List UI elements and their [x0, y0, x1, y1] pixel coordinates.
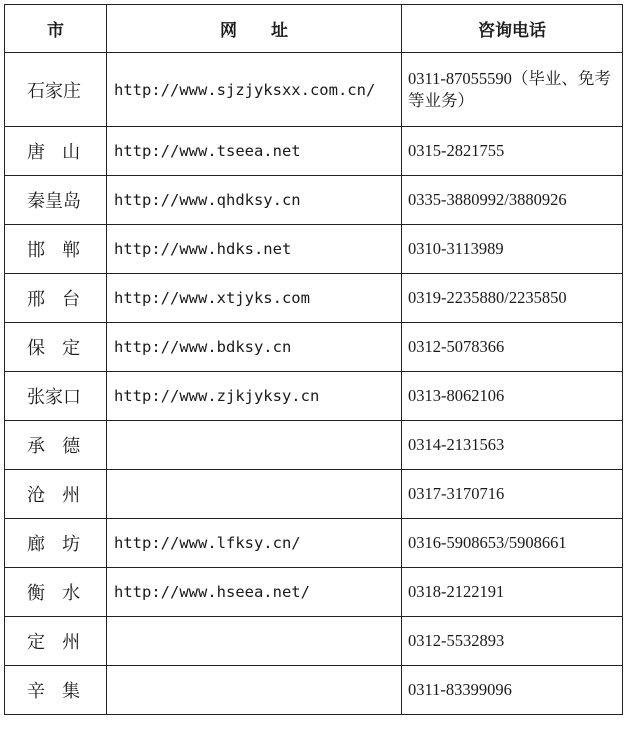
website-cell [107, 470, 402, 519]
website-cell [107, 666, 402, 715]
table-row [5, 127, 623, 176]
table-row [5, 53, 623, 127]
website-cell: http://www.hdks.net [107, 225, 402, 274]
website-cell: http://www.hseea.net/ [107, 568, 402, 617]
phone-cell: 0311-87055590（毕业、免考等业务） [402, 53, 623, 127]
phone-cell: 0311-83399096 [402, 666, 623, 715]
table-row [5, 568, 623, 617]
contact-table [4, 4, 623, 715]
city-cell: 秦皇岛 [5, 176, 107, 225]
table-row [5, 323, 623, 372]
city-cell: 邢台 [5, 274, 107, 323]
website-cell: http://www.tseea.net [107, 127, 402, 176]
phone-cell: 0314-2131563 [402, 421, 623, 470]
website-cell: http://www.qhdksy.cn [107, 176, 402, 225]
header-city: 市 [5, 5, 107, 53]
website-cell [107, 617, 402, 666]
phone-cell: 0316-5908653/5908661 [402, 519, 623, 568]
phone-cell: 0315-2821755 [402, 127, 623, 176]
header-website: 网址 [107, 5, 402, 53]
phone-cell: 0310-3113989 [402, 225, 623, 274]
website-cell: http://www.sjzjyksxx.com.cn/ [107, 53, 402, 127]
city-cell: 辛集 [5, 666, 107, 715]
city-cell: 保定 [5, 323, 107, 372]
city-cell: 张家口 [5, 372, 107, 421]
header-row [5, 5, 623, 53]
table-row [5, 470, 623, 519]
table-row [5, 274, 623, 323]
city-cell: 唐山 [5, 127, 107, 176]
city-cell: 邯郸 [5, 225, 107, 274]
city-cell: 沧州 [5, 470, 107, 519]
phone-cell: 0318-2122191 [402, 568, 623, 617]
phone-cell: 0312-5532893 [402, 617, 623, 666]
city-cell: 廊坊 [5, 519, 107, 568]
website-cell [107, 421, 402, 470]
table-row [5, 176, 623, 225]
phone-cell: 0335-3880992/3880926 [402, 176, 623, 225]
phone-cell: 0312-5078366 [402, 323, 623, 372]
table-row [5, 372, 623, 421]
phone-cell: 0313-8062106 [402, 372, 623, 421]
website-cell: http://www.xtjyks.com [107, 274, 402, 323]
table-row [5, 519, 623, 568]
phone-cell: 0319-2235880/2235850 [402, 274, 623, 323]
website-cell: http://www.bdksy.cn [107, 323, 402, 372]
table-row [5, 617, 623, 666]
phone-cell: 0317-3170716 [402, 470, 623, 519]
city-cell: 承德 [5, 421, 107, 470]
city-cell: 石家庄 [5, 53, 107, 127]
website-cell: http://www.zjkjyksy.cn [107, 372, 402, 421]
header-phone: 咨询电话 [402, 5, 623, 53]
city-cell: 定州 [5, 617, 107, 666]
table-row [5, 225, 623, 274]
table-row [5, 666, 623, 715]
website-cell: http://www.lfksy.cn/ [107, 519, 402, 568]
table-row [5, 421, 623, 470]
city-cell: 衡水 [5, 568, 107, 617]
